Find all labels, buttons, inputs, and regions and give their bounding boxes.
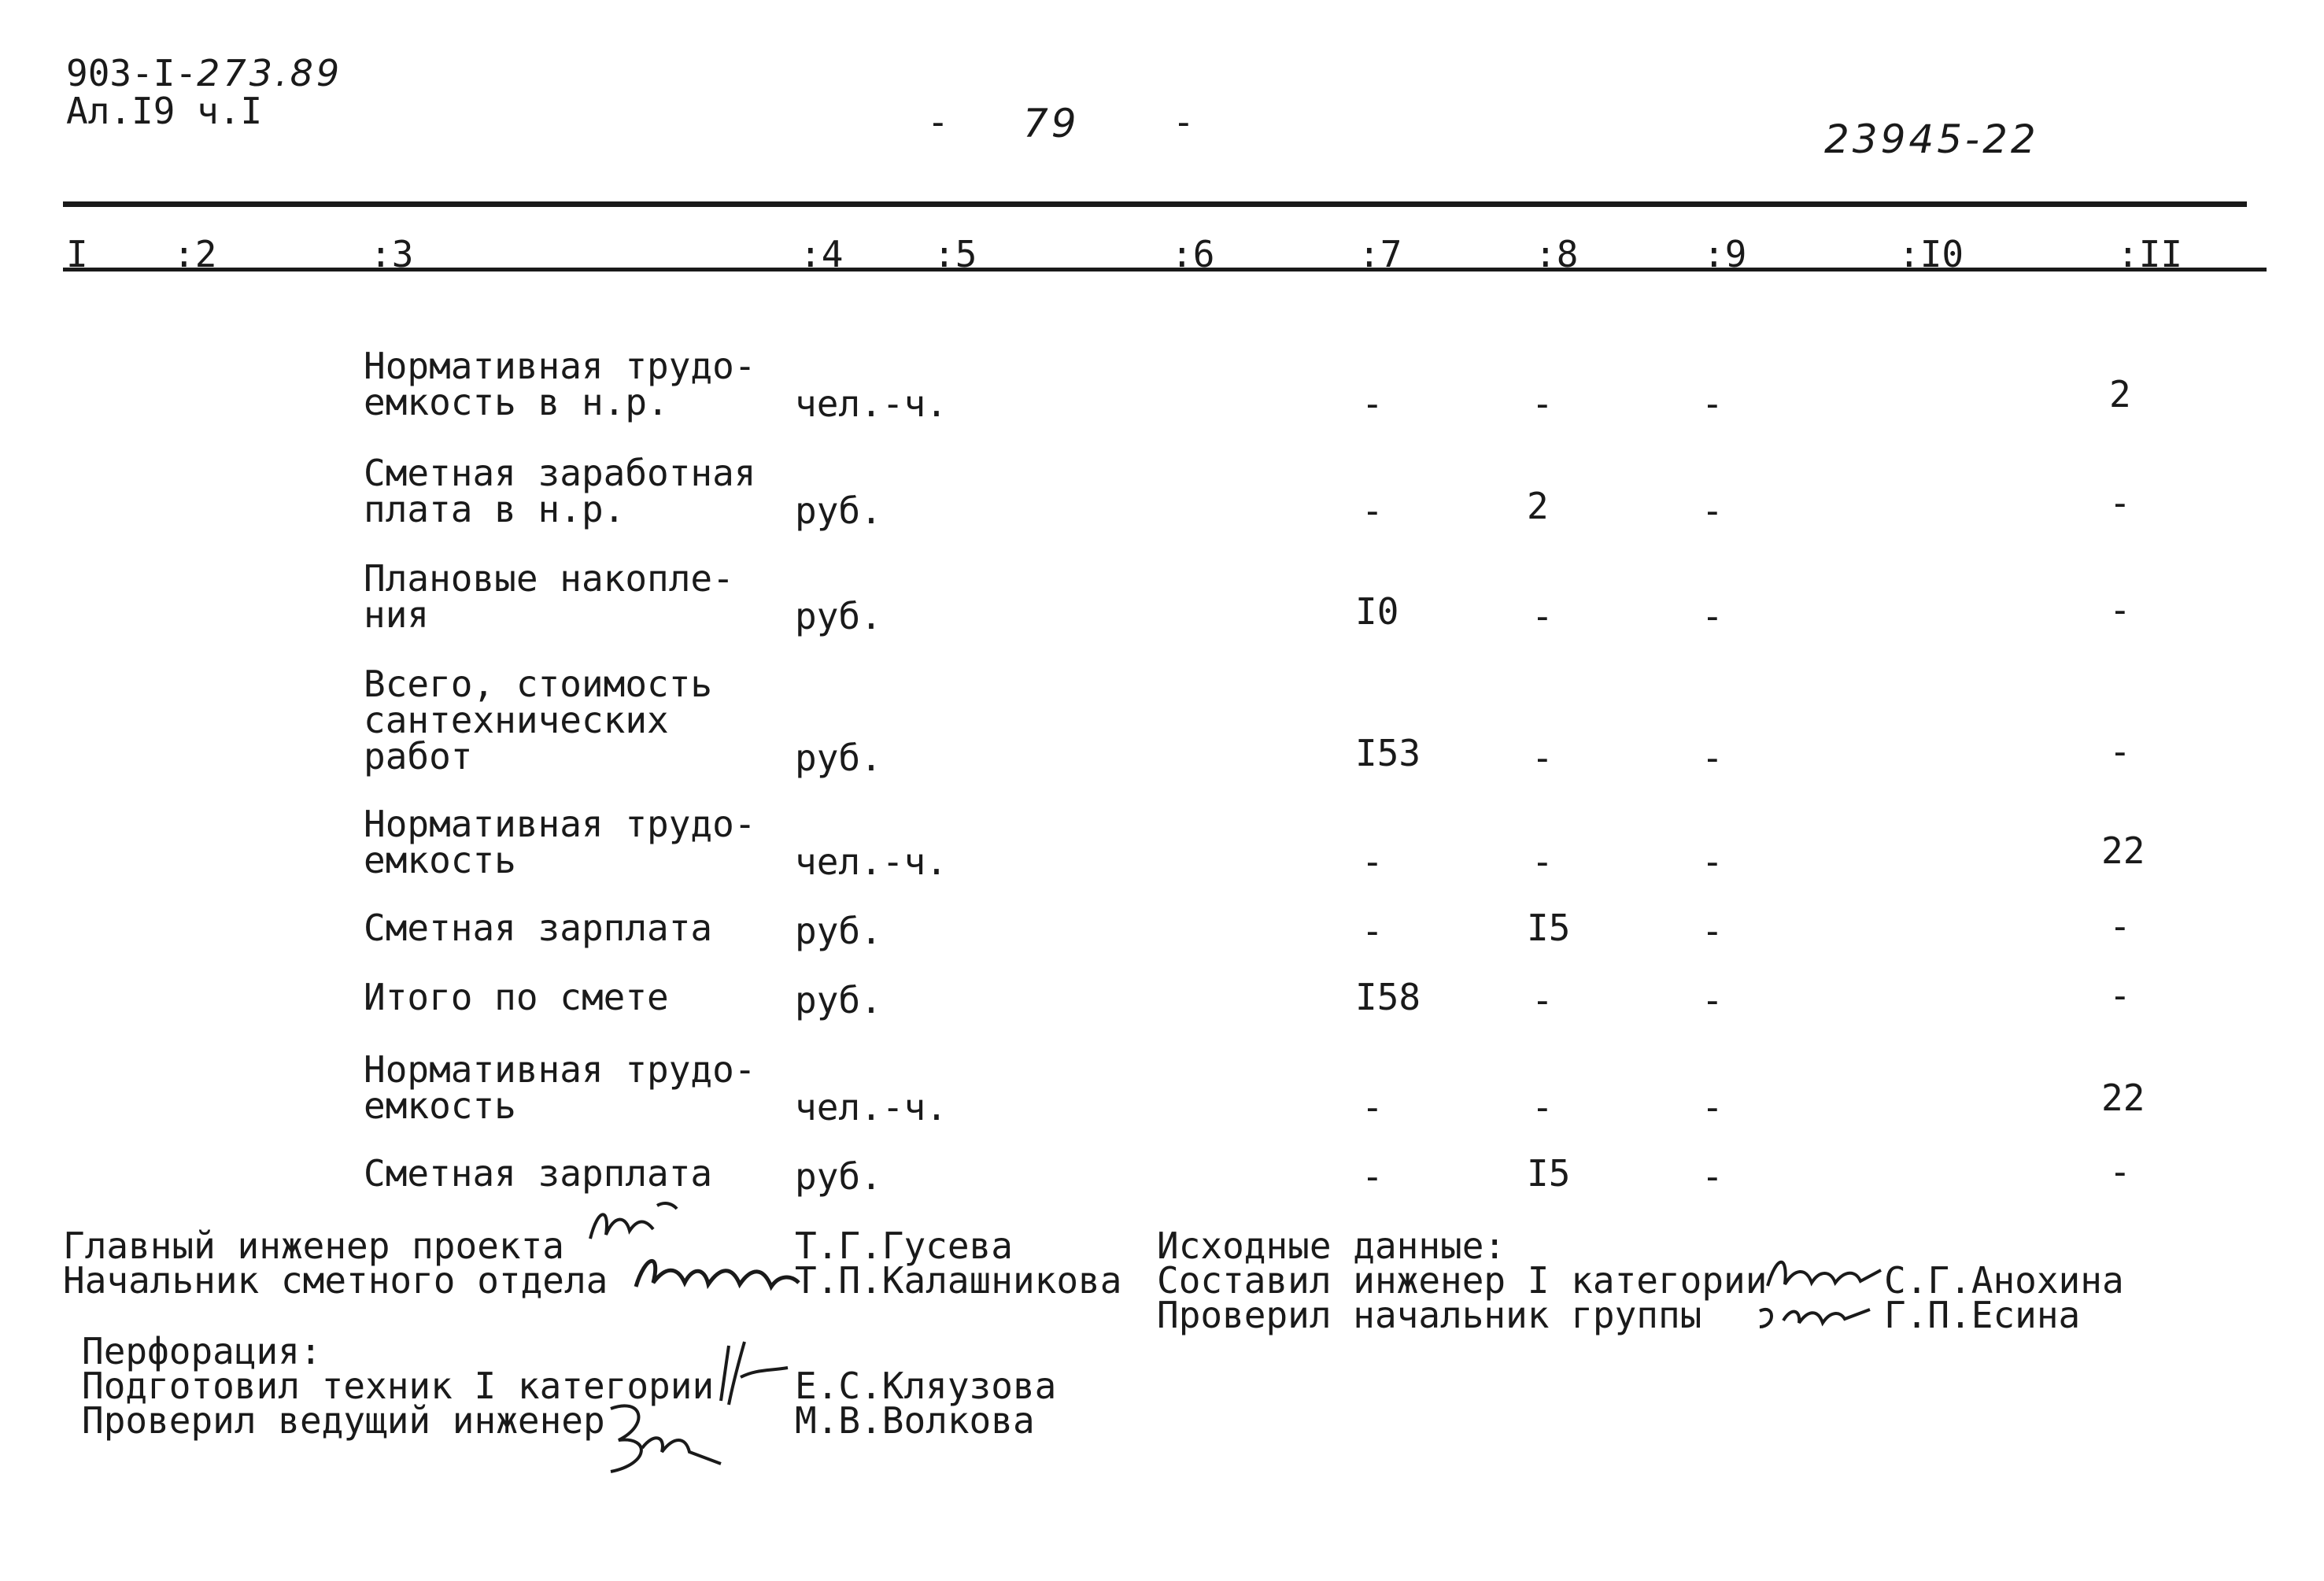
row-col11: - <box>2109 1151 2131 1193</box>
compiled-name: С.Г.Анохина <box>1884 1259 2124 1302</box>
page-dash-left: - <box>927 101 949 143</box>
page-dash-right: - <box>1173 101 1195 143</box>
top-rule <box>63 201 2247 207</box>
col-header-6: :6 <box>1171 233 1215 275</box>
row-col11: 22 <box>2101 1077 2145 1119</box>
estimate-head-name: Т.П.Калашникова <box>795 1259 1122 1302</box>
row-label: Нормативная трудо- емкость <box>364 803 756 881</box>
perf-checked-title: Проверил ведущий инженер <box>82 1399 605 1442</box>
row-col8: I5 <box>1527 1152 1571 1195</box>
estimate-head-title: Начальник сметного отдела <box>63 1259 608 1302</box>
archive-number: 23945-22 <box>1824 116 2039 162</box>
page-number: 79 <box>1023 101 1080 146</box>
row-label: Плановые накопле- ния <box>364 557 734 636</box>
row-col11: 22 <box>2101 829 2145 872</box>
row-col11: - <box>2109 974 2131 1017</box>
row-col7: I58 <box>1355 976 1421 1018</box>
row-col7: - <box>1362 1086 1384 1128</box>
checked-title: Проверил начальник группы <box>1157 1294 1702 1336</box>
row-label: Сметная заработная плата в н.р. <box>364 452 756 530</box>
row-unit: чел.-ч. <box>795 382 948 425</box>
row-col9: - <box>1701 840 1724 883</box>
col-header-11: :II <box>2117 233 2183 275</box>
row-col9: - <box>1701 979 1724 1021</box>
row-col7: - <box>1362 489 1384 532</box>
row-label: Нормативная трудо- емкость в н.р. <box>364 345 756 423</box>
col-header-2: :2 <box>173 233 217 275</box>
row-col9: - <box>1701 737 1724 779</box>
row-col7: - <box>1362 840 1384 883</box>
prepared-name: Е.С.Кляузова <box>795 1365 1057 1407</box>
row-unit: руб. <box>795 489 882 532</box>
row-col8: 2 <box>1527 485 1549 527</box>
row-unit: руб. <box>795 979 882 1021</box>
row-col11: 2 <box>2109 373 2131 416</box>
row-col8: - <box>1531 382 1554 425</box>
doc-code <box>66 52 343 94</box>
row-unit: руб. <box>795 1155 882 1198</box>
signature-volkova-image <box>595 1393 729 1479</box>
perforation-heading: Перфорация: <box>82 1330 322 1372</box>
row-col9: - <box>1701 382 1724 425</box>
col-header-9: :9 <box>1703 233 1747 275</box>
row-col8: I5 <box>1527 907 1571 949</box>
row-col8: - <box>1531 840 1554 883</box>
row-col7: - <box>1362 1155 1384 1198</box>
row-col8: - <box>1531 1086 1554 1128</box>
row-label: Всего, стоимость сантехнических работ <box>364 663 713 778</box>
col-header-1: I <box>66 233 88 275</box>
row-col11: - <box>2109 589 2131 631</box>
row-col11: - <box>2109 905 2131 947</box>
col-header-7: :7 <box>1358 233 1402 275</box>
album-label: Ал.I9 ч.I <box>66 90 263 132</box>
perf-checked-name: М.В.Волкова <box>795 1399 1035 1442</box>
col-header-10: :I0 <box>1898 233 1964 275</box>
row-unit: руб. <box>795 737 882 779</box>
col-header-5: :5 <box>933 233 977 275</box>
row-col9: - <box>1701 1086 1724 1128</box>
row-unit: руб. <box>795 595 882 637</box>
row-col7: I0 <box>1355 590 1399 633</box>
col-header-4: :4 <box>800 233 844 275</box>
row-label: Итого по смете <box>364 976 669 1018</box>
row-col9: - <box>1701 595 1724 637</box>
prepared-title: Подготовил техник I категории <box>82 1365 715 1407</box>
checked-name: Г.П.Есина <box>1884 1294 2081 1336</box>
chief-engineer-title: Главный инженер проекта <box>63 1225 564 1267</box>
chief-engineer-name: Т.Г.Гусева <box>795 1225 1013 1267</box>
row-col11: - <box>2109 730 2131 773</box>
row-col9: - <box>1701 910 1724 952</box>
row-label: Нормативная трудо- емкость <box>364 1048 756 1127</box>
row-col9: - <box>1701 1155 1724 1198</box>
row-col7: - <box>1362 910 1384 952</box>
row-label: Сметная зарплата <box>364 1152 713 1195</box>
doc-code-handwritten: 273.89 <box>197 52 343 94</box>
row-col8: - <box>1531 979 1554 1021</box>
source-data-label: Исходные данные: <box>1157 1225 1506 1267</box>
row-col8: - <box>1531 595 1554 637</box>
doc-code-prefix: 903-I- <box>66 52 198 94</box>
row-col9: - <box>1701 489 1724 532</box>
row-col11: - <box>2109 482 2131 524</box>
row-col8: - <box>1531 737 1554 779</box>
row-col7: - <box>1362 382 1384 425</box>
row-unit: чел.-ч. <box>795 840 948 883</box>
signature-kalashnikova-image <box>630 1243 803 1306</box>
col-header-3: :3 <box>370 233 414 275</box>
signature-esina-image <box>1752 1287 1878 1338</box>
row-col7: I53 <box>1355 732 1421 774</box>
col-header-8: :8 <box>1535 233 1579 275</box>
row-unit: руб. <box>795 910 882 952</box>
compiled-title: Составил инженер I категории <box>1157 1259 1768 1302</box>
row-label: Сметная зарплата <box>364 907 713 949</box>
row-unit: чел.-ч. <box>795 1086 948 1128</box>
